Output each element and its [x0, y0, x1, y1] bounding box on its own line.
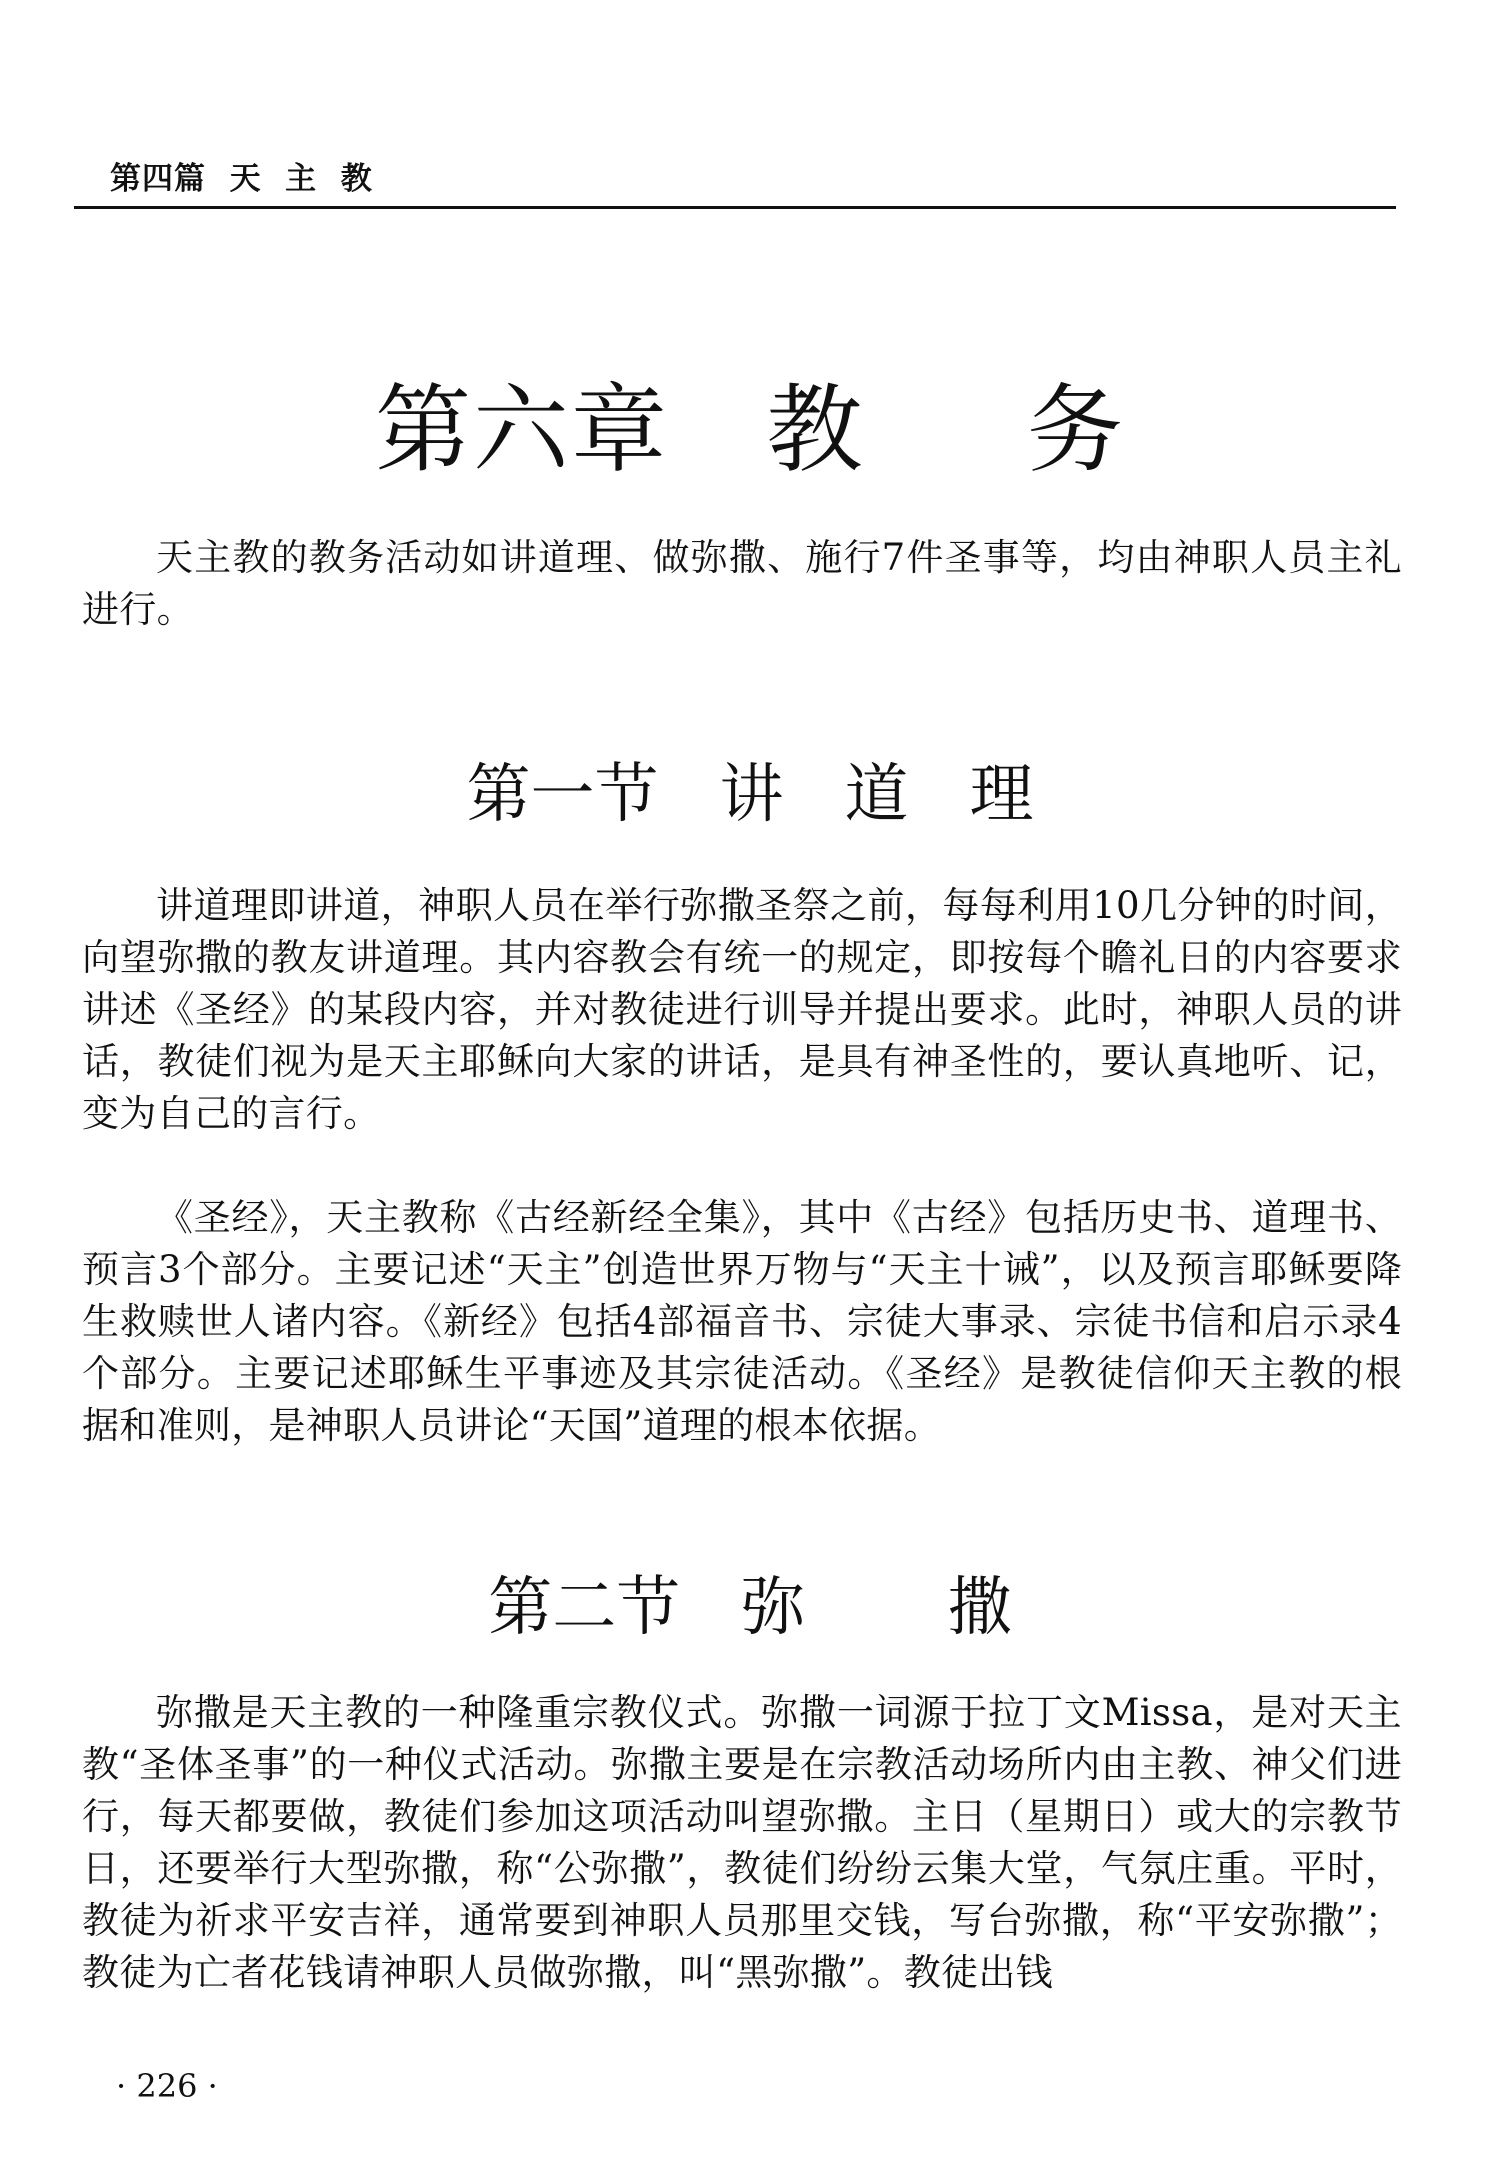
section-1-paragraph-2: 《圣经》，天主教称《古经新经全集》，其中《古经》包括历史书、道理书、预言3个部分。主要记述“天主”创造世界万物与“天主十诫”，以及预言耶稣要降生救赎世人诸内容。《新经》包括4部福音书、宗徒大事录、宗徒书信和启示录4个部分。主要记述耶稣生平事迹及其宗徒活动。《圣经》是教徒信仰天主教的根据和准则，是神职人员讲论“天国”道理的根本依据。 — [82, 1196, 1402, 1447]
section-1-paragraph-1: 讲道理即讲道，神职人员在举行弥撒圣祭之前，每每利用10几分钟的时间，向望弥撒的教友讲道理。其内容教会有统一的规定，即按每个瞻礼日的内容要求讲述《圣经》的某段内容，并对教徒进行训导并提出要求。此时，神职人员的讲话，教徒们视为是天主耶稣向大家的讲话，是具有神圣性的，要认真地听、记，变为自己的言行。 — [82, 884, 1402, 1135]
chapter-title: 第六章 教 务 — [374, 374, 1126, 486]
page-number: · 226 · — [116, 2067, 218, 2105]
running-head: 第四篇 天 主 教 — [110, 161, 373, 197]
section-1-title: 第一节 讲 道 理 — [466, 758, 1034, 832]
section-2-title: 第二节 弥 撒 — [488, 1571, 1012, 1645]
section-2-paragraph-1: 弥撒是天主教的一种隆重宗教仪式。弥撒一词源于拉丁文Missa，是对天主教“圣体圣事”的一种仪式活动。弥撒主要是在宗教活动场所内由主教、神父们进行，每天都要做，教徒们参加这项活动叫望弥撒。主日（星期日）或大的宗教节日，还要举行大型弥撒，称“公弥撒”，教徒们纷纷云集大堂，气氛庄重。平时，教徒为祈求平安吉祥，通常要到神职人员那里交钱，写台弥撒，称“平安弥撒”；教徒为亡者花钱请神职人员做弥撒，叫“黑弥撒”。教徒出钱 — [82, 1691, 1402, 1994]
header-rule — [74, 206, 1396, 209]
chapter-intro-paragraph: 天主教的教务活动如讲道理、做弥撒、施行7件圣事等，均由神职人员主礼进行。 — [82, 536, 1402, 631]
